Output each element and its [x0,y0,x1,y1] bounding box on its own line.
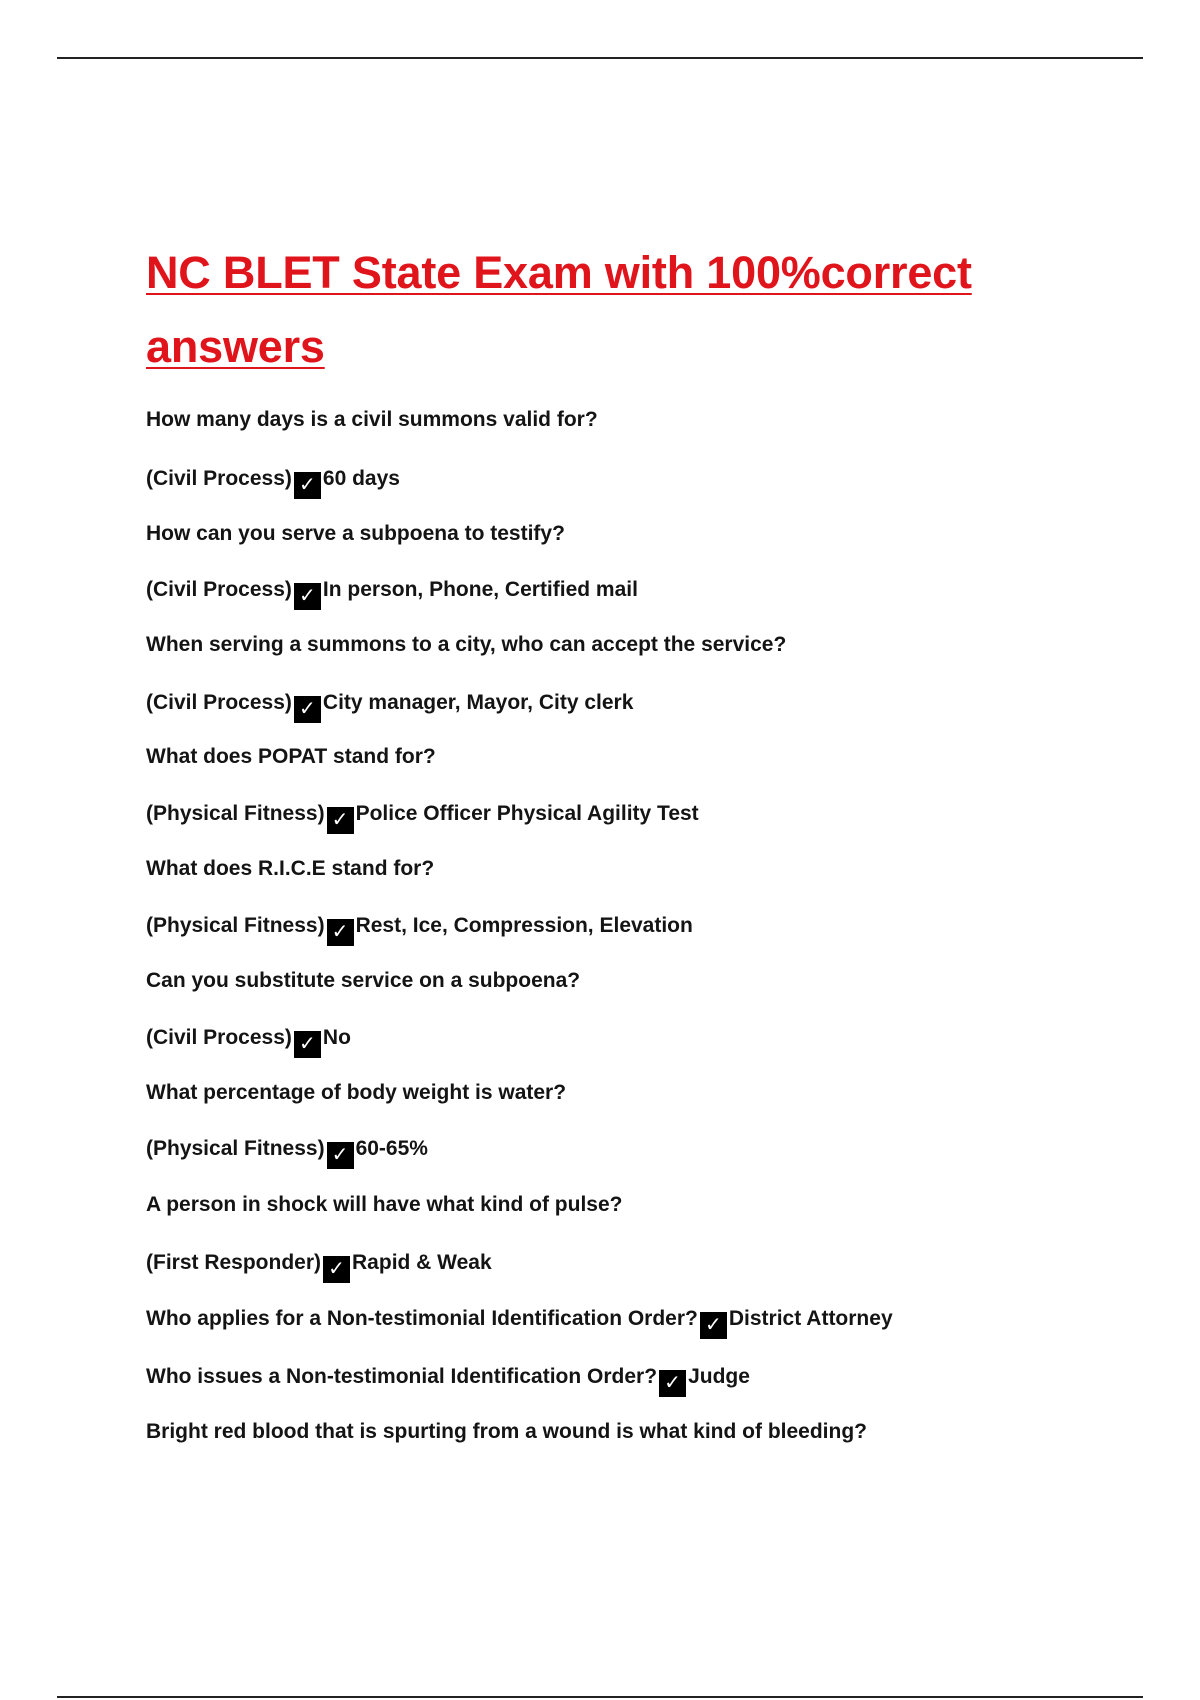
answer-text: 60-65% [355,1137,428,1160]
answer-line [146,1363,750,1397]
answer-category: (Civil Process) [146,467,292,490]
answer-line [146,800,699,834]
answer-category: (Physical Fitness) [146,1137,325,1160]
question-text: How many days is a civil summons valid for? [146,408,598,431]
question-text: Who applies for a Non-testimonial Identification Order? [146,1307,698,1330]
answer-line [146,576,638,610]
answer-category: (Civil Process) [146,578,292,601]
answer-text: Rapid & Weak [352,1251,492,1274]
answer-text: Police Officer Physical Agility Test [355,802,699,825]
question-line [146,1079,566,1107]
answer-category: (Civil Process) [146,1026,292,1049]
question-line [146,967,580,995]
question-text: How can you serve a subpoena to testify? [146,522,565,545]
answer-text: In person, Phone, Certified mail [322,578,638,601]
question-line [146,1191,622,1219]
question-text: Can you substitute service on a subpoena? [146,969,581,992]
answer-text: City manager, Mayor, City clerk [322,691,634,714]
question-text: What does R.I.C.E stand for? [146,857,435,880]
question-line [146,855,434,883]
answer-text: No [322,1026,351,1049]
checkmark-icon: ✓ [294,1031,321,1058]
checkmark-icon: ✓ [327,1142,354,1169]
question-text: When serving a summons to a city, who can accept the service? [146,633,787,656]
checkmark-icon: ✓ [700,1312,727,1339]
checkmark-icon: ✓ [659,1370,686,1397]
question-text: A person in shock will have what kind of pulse? [146,1193,623,1216]
checkmark-icon: ✓ [323,1256,350,1283]
answer-line [146,1249,492,1283]
checkmark-icon: ✓ [294,472,321,499]
answer-text: District Attorney [728,1307,893,1330]
bottom-rule [57,1696,1143,1698]
question-line [146,406,598,434]
answer-category: (First Responder) [146,1251,322,1274]
answer-line [146,1305,893,1339]
document-title: NC BLET State Exam with 100%correct answers [146,247,972,372]
answer-text: 60 days [322,467,400,490]
question-line [146,631,786,659]
checkmark-icon: ✓ [294,696,321,723]
question-text: Bright red blood that is spurting from a wound is what kind of bleeding? [146,1420,867,1443]
answer-line [146,1135,428,1169]
checkmark-icon: ✓ [327,919,354,946]
question-text: Who issues a Non-testimonial Identification Order? [146,1365,658,1388]
answer-text: Judge [688,1365,750,1388]
answer-line [146,465,400,499]
top-rule [57,57,1143,59]
answer-category: (Physical Fitness) [146,914,325,937]
answer-line [146,689,633,723]
question-line [146,1418,867,1446]
answer-text: Rest, Ice, Compression, Elevation [355,914,693,937]
question-line [146,743,436,771]
checkmark-icon: ✓ [294,583,321,610]
answer-category: (Physical Fitness) [146,802,325,825]
checkmark-icon: ✓ [327,807,354,834]
answer-line [146,1024,351,1058]
answer-line [146,912,693,946]
question-text: What does POPAT stand for? [146,745,436,768]
question-text: What percentage of body weight is water? [146,1081,567,1104]
question-line [146,520,565,548]
answer-category: (Civil Process) [146,691,292,714]
